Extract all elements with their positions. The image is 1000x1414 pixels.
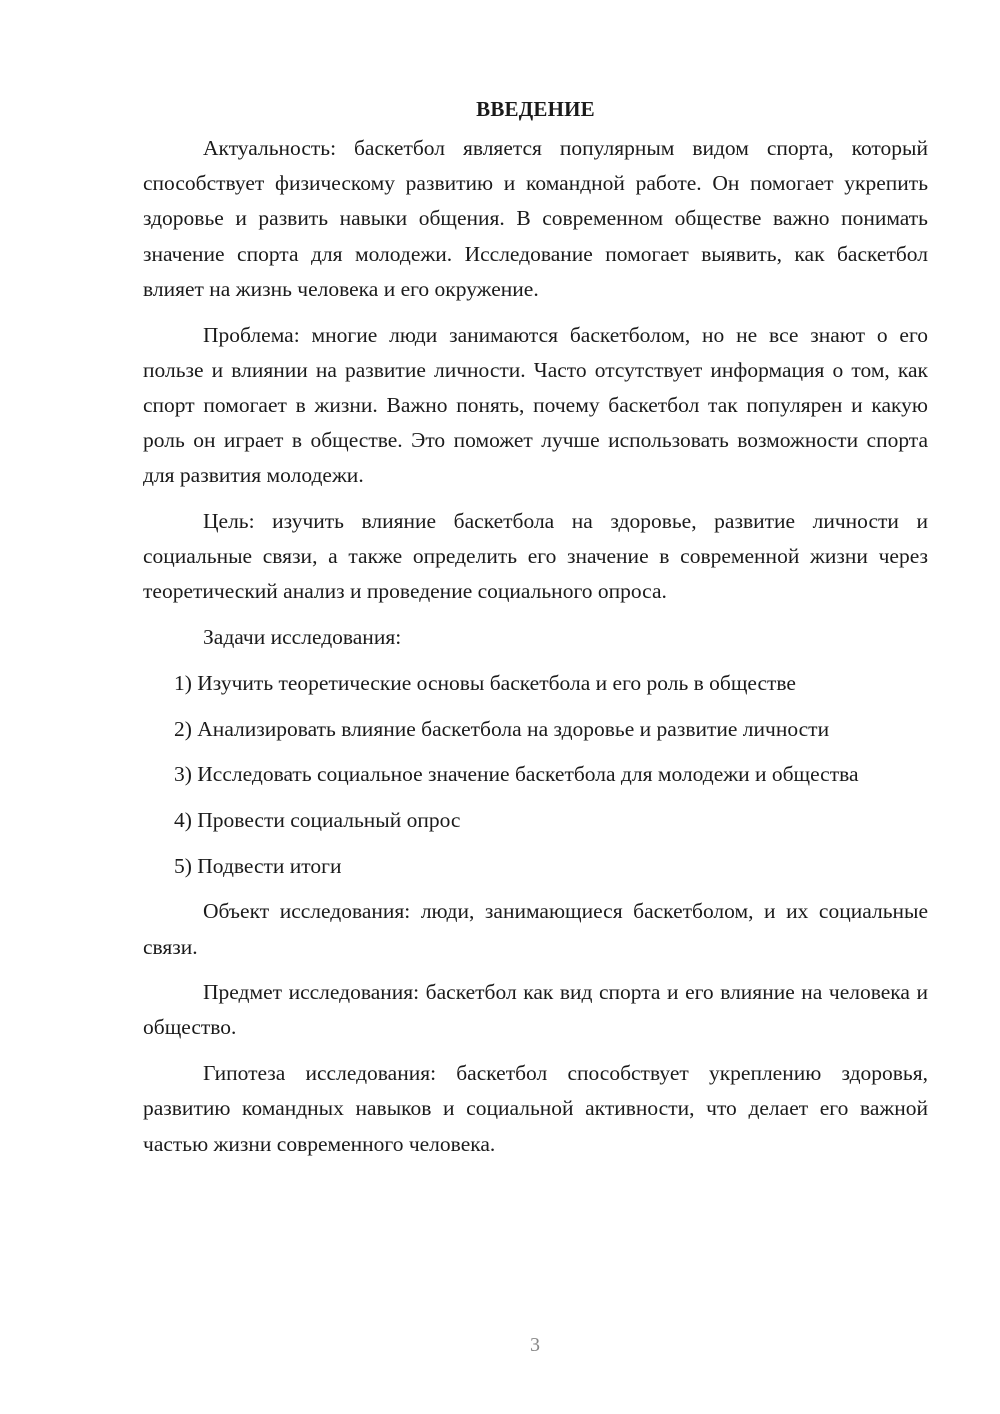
paragraph-object: Объект исследования: люди, занимающиеся баскетболом, и их социальные связи. [143, 899, 928, 959]
paragraph-subject: Предмет исследования: баскетбол как вид спорта и его влияние на человека и общество. [143, 980, 928, 1040]
paragraph-hypothesis: Гипотеза исследования: баскетбол способствует укреплению здоровья, развитию командных навыков и социальной активности, что делает его важной частью жизни современного человека. [143, 1061, 928, 1156]
paragraph-relevance: Актуальность: баскетбол является популярным видом спорта, который способствует физическому развитию и командной работе. Он помогает укрепить здоровье и развить навыки общения. В современном обществе важно понимать значение спорта для молодежи. Исследование помогает выявить, как баскетбол влияет на жизнь человека и его окружение. [143, 136, 928, 301]
task-item: 4) Провести социальный опрос [174, 807, 461, 832]
task-item: 2) Анализировать влияние баскетбола на здоровье и развитие личности [174, 716, 830, 741]
page-number: 3 [530, 1334, 540, 1356]
document-page [143, 92, 928, 1162]
paragraph-goal: Цель: изучить влияние баскетбола на здоровье, развитие личности и социальные связи, а также определить его значение в современной жизни через теоретический анализ и проведение социального опроса. [143, 509, 928, 604]
task-item: 3) Исследовать социальное значение баскетбола для молодежи и общества [174, 762, 859, 787]
task-item: 5) Подвести итоги [174, 853, 342, 878]
paragraph-problem: Проблема: многие люди занимаются баскетболом, но не все знают о его пользе и влиянии на развитие личности. Часто отсутствует информация о том, как спорт помогает в жизни. Важно понять, почему баскетбол так популярен и какую роль он играет в обществе. Это поможет лучше использовать возможности спорта для развития молодежи. [143, 322, 928, 488]
section-title: ВВЕДЕНИЕ [476, 97, 595, 121]
paragraph-tasks-heading: Задачи исследования: [203, 625, 402, 650]
task-item: 1) Изучить теоретические основы баскетбола и его роль в обществе [174, 670, 796, 695]
